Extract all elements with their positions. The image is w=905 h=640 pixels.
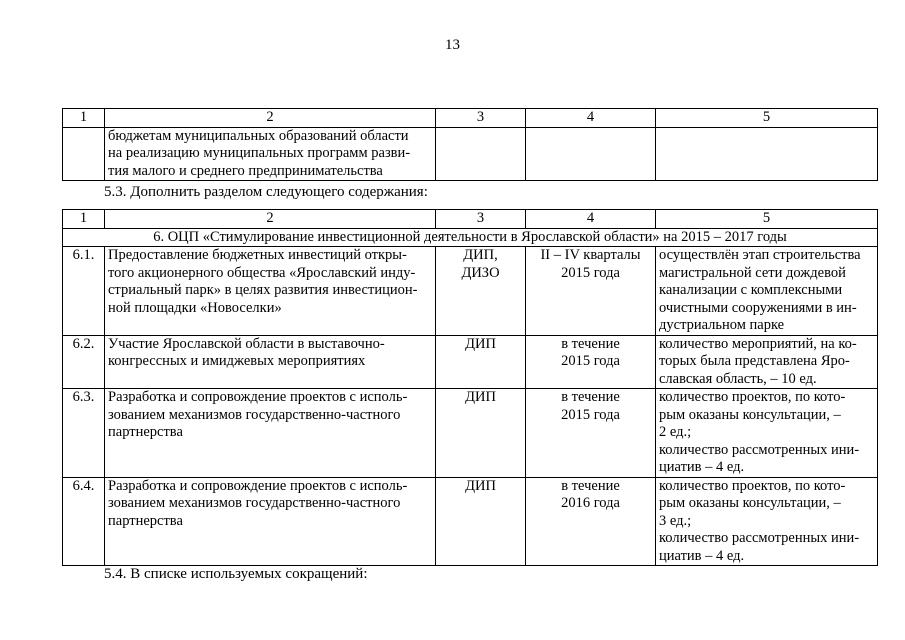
row-period: в течение 2016 года — [526, 477, 656, 566]
row-period: II – IV кварталы 2015 года — [526, 247, 656, 336]
row-result — [656, 127, 878, 181]
row-description: Предоставление бюджетных инвестиций откры- того акционерного общества «Ярославский инду- стриальный парк» в целях развития инвестицион- ной площадки «Новоселки» — [105, 247, 436, 336]
row-responsible: ДИП, ДИЗО — [436, 247, 526, 336]
row-number: 6.1. — [63, 247, 105, 336]
table-header-row — [63, 109, 878, 128]
table-row — [63, 335, 878, 389]
table-row — [63, 247, 878, 336]
table-row — [63, 477, 878, 566]
row-number — [63, 127, 105, 181]
row-number: 6.4. — [63, 477, 105, 566]
row-description: Разработка и сопровождение проектов с исполь- зованием механизмов государственно-частного партнерства — [105, 477, 436, 566]
row-description: бюджетам муниципальных образований области на реализацию муниципальных программ разви- тия малого и среднего предпринимательства — [105, 127, 436, 181]
column-header: 5 — [656, 210, 878, 229]
column-header: 1 — [63, 210, 105, 229]
row-responsible: ДИП — [436, 335, 526, 389]
paragraph-5-3: 5.3. Дополнить разделом следующего содержания: — [104, 184, 428, 200]
column-header: 2 — [105, 109, 436, 128]
row-responsible: ДИП — [436, 389, 526, 478]
row-description: Участие Ярославской области в выставочно- конгрессных и имиджевых мероприятиях — [105, 335, 436, 389]
column-header: 4 — [526, 109, 656, 128]
table-row — [63, 389, 878, 478]
table-header-row — [63, 210, 878, 229]
row-period: в течение 2015 года — [526, 389, 656, 478]
section-table — [62, 209, 878, 566]
row-period: в течение 2015 года — [526, 335, 656, 389]
row-number: 6.2. — [63, 335, 105, 389]
page-number: 13 — [445, 37, 460, 53]
column-header: 4 — [526, 210, 656, 229]
row-description: Разработка и сопровождение проектов с исполь- зованием механизмов государственно-частного партнерства — [105, 389, 436, 478]
row-period — [526, 127, 656, 181]
row-responsible: ДИП — [436, 477, 526, 566]
continuation-table — [62, 108, 878, 181]
column-header: 3 — [436, 109, 526, 128]
row-result: осуществлён этап строительства магистральной сети дождевой канализации с комплексными очистными сооружениями в ин- дустриальном парке — [656, 247, 878, 336]
section-title: 6. ОЦП «Стимулирование инвестиционной деятельности в Ярославской области» на 2015 – 2017 годы — [63, 228, 878, 247]
paragraph-5-4: 5.4. В списке используемых сокращений: — [104, 566, 368, 582]
row-responsible — [436, 127, 526, 181]
section-title-row — [63, 228, 878, 247]
column-header: 2 — [105, 210, 436, 229]
table-row — [63, 127, 878, 181]
row-result: количество проектов, по кото- рым оказаны консультации, – 2 ед.; количество рассмотренных ини- циатив – 4 ед. — [656, 389, 878, 478]
row-number: 6.3. — [63, 389, 105, 478]
row-result: количество мероприятий, на ко- торых была представлена Яро- славская область, – 10 ед. — [656, 335, 878, 389]
column-header: 5 — [656, 109, 878, 128]
row-result: количество проектов, по кото- рым оказаны консультации, – 3 ед.; количество рассмотренных ини- циатив – 4 ед. — [656, 477, 878, 566]
column-header: 1 — [63, 109, 105, 128]
column-header: 3 — [436, 210, 526, 229]
